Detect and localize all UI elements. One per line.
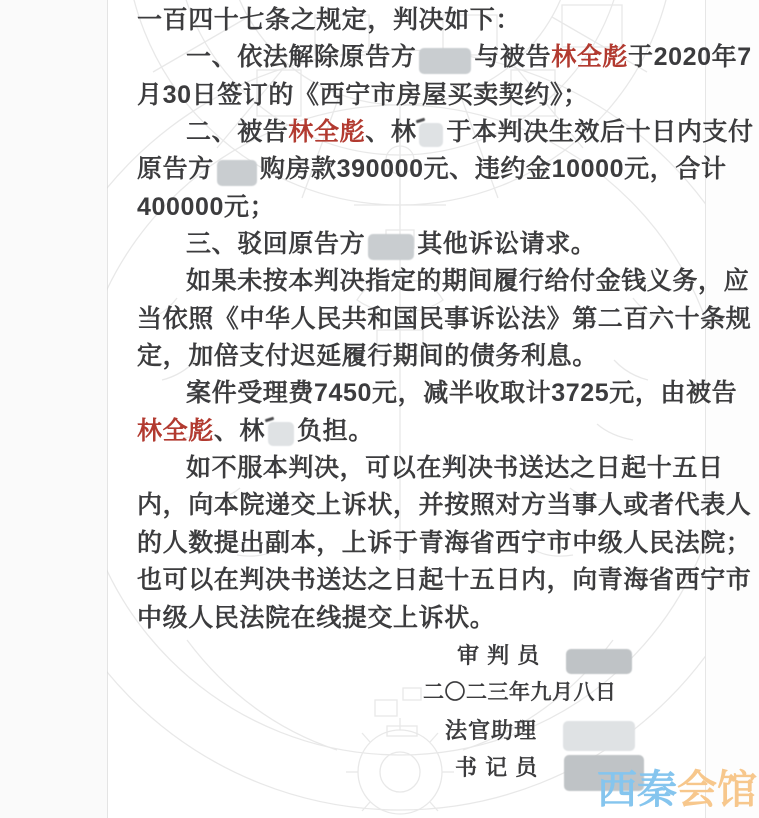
text-line bbox=[137, 562, 752, 599]
text-line bbox=[137, 525, 752, 562]
text-segment: 也可以在判决书送达之日起十五日内，向青海省西宁市 bbox=[137, 566, 752, 595]
text-segment: 定，加倍支付迟延履行期间的债务利息。 bbox=[137, 342, 598, 371]
site-watermark-blue-text: 西秦 bbox=[597, 768, 677, 812]
text-segment: 如果未按本判决指定的期间履行给付金钱义务，应 bbox=[186, 267, 750, 296]
text-segment: 购房款390000元、违约金10000元，合计 bbox=[259, 155, 727, 184]
redaction-blur bbox=[419, 123, 443, 147]
text-line bbox=[137, 189, 697, 226]
redaction-blur bbox=[563, 721, 635, 751]
text-line bbox=[137, 413, 697, 450]
redaction-blur bbox=[419, 48, 471, 74]
defendant-name-red: 林全彪 bbox=[288, 118, 366, 147]
text-segment: 中级人民法院在线提交上诉状。 bbox=[137, 603, 496, 632]
redaction-tick bbox=[416, 118, 425, 124]
text-segment: 原告方 bbox=[137, 155, 214, 184]
text-segment: 如不服本判决，可以在判决书送达之日起十五日 bbox=[186, 454, 724, 483]
text-segment: 法官助理 bbox=[445, 717, 538, 743]
site-watermark-orange-text: 会馆 bbox=[677, 768, 757, 812]
site-watermark bbox=[597, 768, 757, 812]
text-line bbox=[137, 301, 752, 338]
text-segment: 案件受理费7450元，减半收取计3725元，由被告 bbox=[186, 379, 738, 408]
text-line bbox=[137, 226, 697, 263]
text-segment: 的人数提出副本，上诉于青海省西宁市中级人民法院； bbox=[137, 528, 752, 557]
text-segment: 、林 bbox=[365, 118, 417, 147]
text-line bbox=[137, 600, 697, 637]
redaction-blur bbox=[268, 422, 294, 446]
text-segment: 一百四十七条之规定，判决如下： bbox=[137, 6, 522, 34]
text-segment: 于2020年7 bbox=[628, 43, 752, 72]
text-segment: 、林 bbox=[213, 416, 266, 445]
text-segment: 与被告 bbox=[474, 43, 552, 72]
signature-line-sig-judge bbox=[137, 637, 697, 674]
text-line bbox=[137, 77, 697, 114]
defendant-name-red: 林全彪 bbox=[551, 43, 629, 72]
text-line bbox=[137, 2, 697, 39]
text-segment: 二、被告 bbox=[186, 118, 289, 147]
text-segment: 三、驳回原告方 bbox=[186, 230, 366, 259]
text-segment: 二〇二三年九月八日 bbox=[423, 681, 617, 705]
redaction-blur bbox=[566, 649, 632, 674]
text-line bbox=[137, 263, 750, 300]
text-line bbox=[137, 151, 727, 188]
text-segment: 书 记 员 bbox=[455, 754, 539, 780]
text-line bbox=[137, 114, 754, 151]
defendant-name-red: 林全彪 bbox=[137, 416, 214, 445]
text-line bbox=[137, 338, 697, 375]
text-segment: 400000元； bbox=[137, 192, 276, 221]
signature-line-sig-date bbox=[137, 674, 697, 711]
text-segment: 内，向本院递交上诉状，并按照对方当事人或者代表人 bbox=[137, 491, 752, 520]
text-line bbox=[137, 375, 738, 412]
page-left-edge bbox=[0, 0, 108, 818]
text-segment: 负担。 bbox=[297, 416, 374, 445]
text-line bbox=[137, 39, 752, 76]
text-segment: 当依照《中华人民共和国民事诉讼法》第二百六十条规 bbox=[137, 304, 752, 333]
text-segment: 其他诉讼请求。 bbox=[417, 230, 597, 259]
text-segment: 一、依法解除原告方 bbox=[186, 43, 417, 72]
text-line bbox=[137, 487, 752, 524]
redaction-tick bbox=[265, 417, 274, 423]
text-segment: 审 判 员 bbox=[457, 642, 541, 668]
redaction-blur bbox=[368, 234, 414, 260]
signature-line-sig-assistant bbox=[137, 712, 697, 749]
judgment-text-body bbox=[137, 2, 754, 786]
text-line bbox=[137, 450, 724, 487]
text-segment: 于本判决生效后十日内支付 bbox=[446, 118, 754, 147]
redaction-blur bbox=[217, 160, 257, 186]
text-segment: 月30日签订的《西宁市房屋买卖契约》； bbox=[137, 80, 589, 109]
